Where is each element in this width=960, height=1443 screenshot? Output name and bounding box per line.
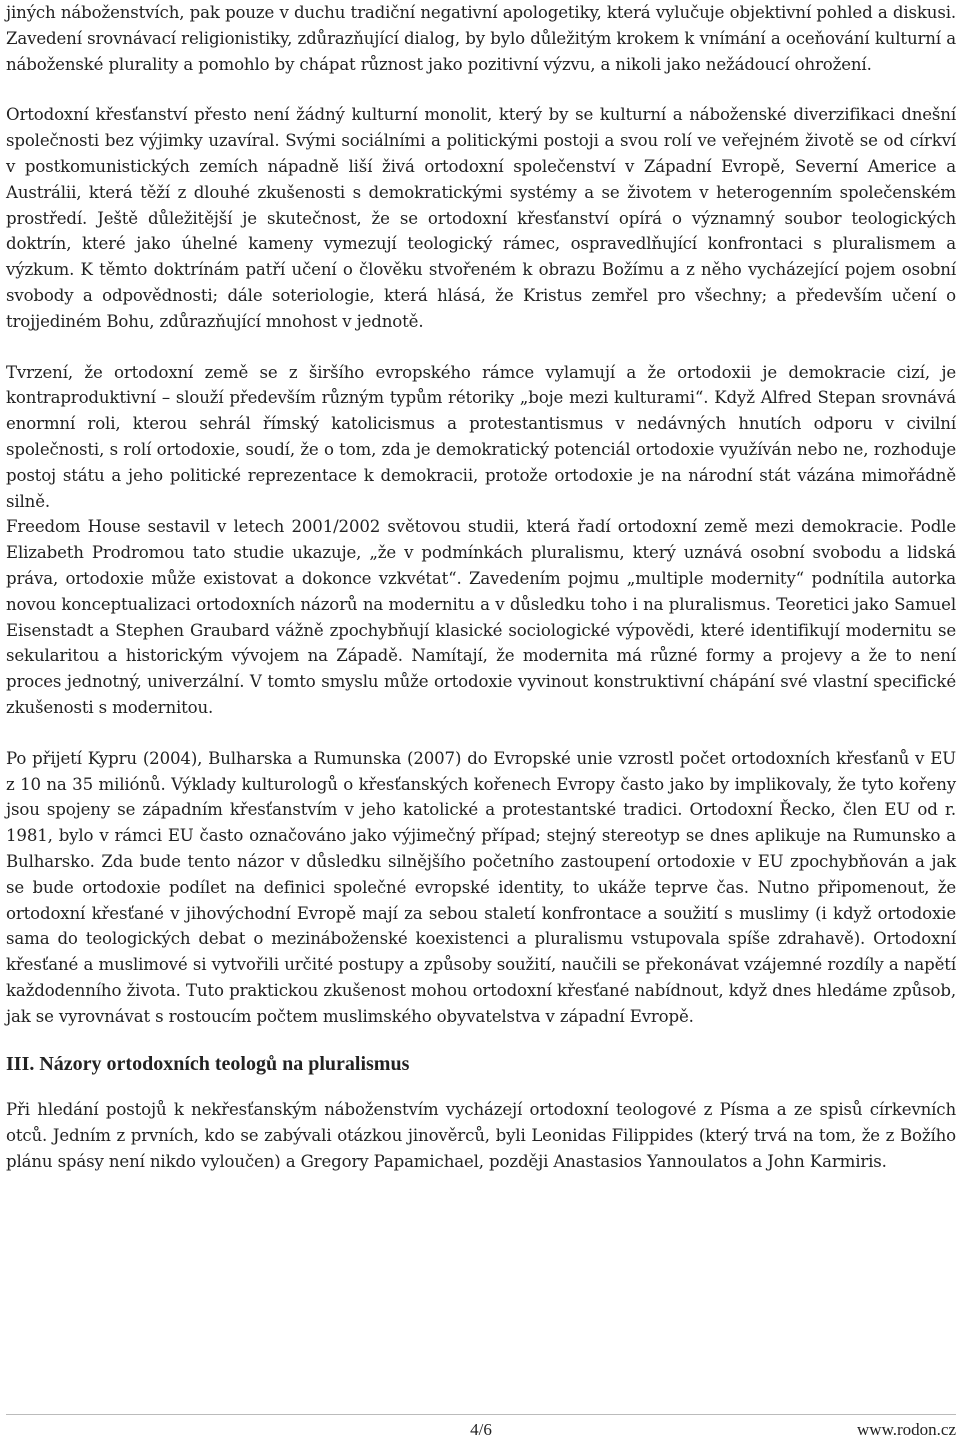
paragraph-democracy-claim: Tvrzení, že ortodoxní země se z širšího evropského rámce vylamují a že ortodoxii je demokracie cizí, je kontraproduktivní – slouží především různým typům rétoriky „boje mezi kulturami“. Když Alfred Stepan srovnává enormní roli, kterou sehrál římský katolicismus a protestantismus v nedávných hnutích odporu v civilní společnosti, s rolí ortodoxie, soudí, že o tom, zda je demokratický potenciál ortodoxie využíván nebo ne, rozhoduje postoj státu a jeho politické reprezentace k demokracii, protože ortodoxie je na národní stát vázána mimořádně silně. (6, 362, 956, 511)
section-heading: III. Názory ortodoxních teologů na pluralismus (6, 1053, 410, 1076)
document-page (6, 0, 956, 1175)
paragraph-eu-enlargement: Po přijetí Kypru (2004), Bulharska a Rumunska (2007) do Evropské unie vzrostl počet ortodoxních křesťanů v EU z 10 na 35 miliónů. Výklady kulturologů o křesťanských kořenech Evropy často jako by implikovaly, že tyto kořeny jsou spojeny se západním křesťanstvím v jeho katolické a protestantské tradici. Ortodoxní Řecko, člen EU od r. 1981, bylo v rámci EU často označováno jako výjimečný případ; stejný stereotyp se dnes aplikuje na Rumunsko a Bulharsko. Zda bude tento názor v důsledku silnějšího početního zastoupení ortodoxie v EU zpochybňován a jak se bude ortodoxie podílet na definici společné evropské identity, to ukáže teprve čas. Nutno připomenout, že ortodoxní křesťané v jihovýchodní Evropě mají za sebou staletí konfrontace a soužití s muslimy (i když ortodoxie sama do teologických debat o mezináboženské koexistenci a pluralismu vstupovala spíše zdrahavě). Ortodoxní křesťané a muslimové si vytvořili určité postupy a způsoby soužití, naučili se překonávat vzájemné rozdíly a napětí každodenního života. Tuto praktickou zkušenost mohou ortodoxní křesťané nabídnout, když dnes hledáme způsob, jak se vyrovnávat s rostoucím počtem muslimského obyvatelstva v západní Evropě. (6, 748, 956, 1026)
website-link[interactable]: www.rodon.cz (857, 1420, 956, 1439)
paragraph-intro: jiných náboženstvích, pak pouze v duchu tradiční negativní apologetiky, která vylučuje objektivní pohled a diskusi. Zavedení srovnávací religionistiky, zdůrazňující dialog, by bylo důležitým krokem k vnímání a oceňování kulturní a náboženské plurality a pomohlo by chápat různost jako pozitivní výzvu, a nikoli jako nežádoucí ohrožení. (6, 3, 956, 74)
page-footer (6, 1414, 956, 1443)
paragraph-freedom-house: Freedom House sestavil v letech 2001/2002 světovou studii, která řadí ortodoxní země mezi demokracie. Podle Elizabeth Prodromou tato studie ukazuje, „že v podmínkách pluralismu, který uznává osobní svobodu a lidská práva, ortodoxie může existovat a dokonce vzkvétat“. Zavedením pojmu „multiple modernity“ podnítila autorka novou konceptualizaci ortodoxních názorů na modernitu a v důsledku toho i na pluralismus. Teoretici jako Samuel Eisenstadt a Stephen Graubard vážně zpochybňují klasické sociologické výpovědi, které identifikují modernitu se sekularitou a historickým vývojem na Západě. Namítají, že modernita má různé formy a projevy a že to není proces jednotný, univerzální. V tomto smyslu může ortodoxie vyvinout konstruktivní chápání své vlastní specifické zkušenosti s modernitou. (6, 517, 956, 717)
paragraph-orthodox-christianity: Ortodoxní křesťanství přesto není žádný kulturní monolit, který by se kulturní a náboženské diverzifikaci dnešní společnosti bez výjimky uzavíral. Svými sociálními a politickými postoji a svou rolí ve veřejném životě se od církví v postkomunistických zemích nápadně liší živá ortodoxní společenství v Západní Evropě, Severní Americe a Austrálii, která těží z dlouhé zkušenosti s demokratickými systémy a se životem v heterogenním společenském prostředí. Ještě důležitější je skutečnost, že se ortodoxní křesťanství opírá o významný soubor teologických doktrín, které jako úhelné kameny vymezují teologický rámec, ospravedlňující konfrontaci s pluralismem a výzkum. K těmto doktrínám patří učení o člověku stvořeném k obrazu Božímu a z něho vycházející pojem osobní svobody a odpovědnosti; dále soteriologie, která hlásá, že Kristus zemřel pro všechny; a především učení o trojjediném Bohu, zdůrazňující mnohost v jednotě. (6, 105, 956, 331)
paragraph-theologians: Při hledání postojů k nekřesťanským náboženstvím vycházejí ortodoxní teologové z Písma a ze spisů církevních otců. Jedním z prvních, kdo se zabývali otázkou jinověrců, byli Leonidas Filippides (který trvá na tom, že z Božího plánu spásy není nikdo vyloučen) a Gregory Papamichael, později Anastasios Yannoulatos a John Karmiris. (6, 1100, 956, 1172)
page-number: 4/6 (470, 1420, 492, 1439)
